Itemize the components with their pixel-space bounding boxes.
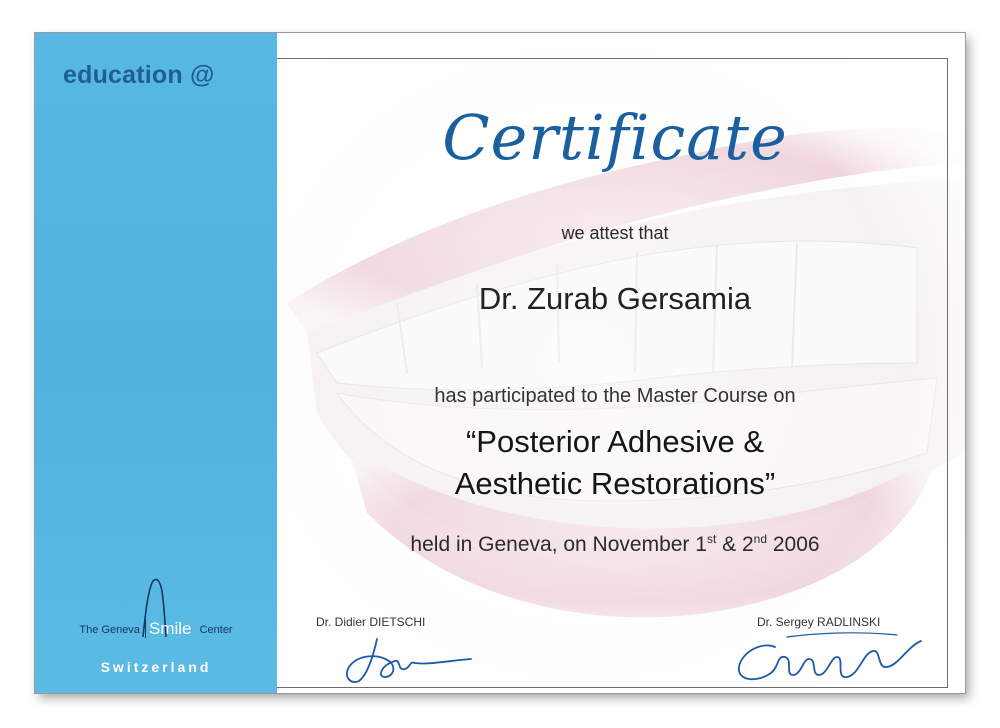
held-sup-1: st xyxy=(706,532,717,546)
sidebar-band xyxy=(35,33,277,693)
certificate xyxy=(34,32,966,694)
held-year: 2006 xyxy=(767,533,820,556)
logo-text xyxy=(35,618,277,638)
logo-country: Switzerland xyxy=(100,659,212,675)
logo-suffix: Center xyxy=(199,624,233,636)
course-title-line-2: Aesthetic Restorations” xyxy=(454,466,776,501)
held-text xyxy=(335,532,895,557)
certificate-title: Certificate xyxy=(442,101,788,174)
attest-text: we attest that xyxy=(561,223,669,243)
logo-prefix: The Geneva xyxy=(79,624,140,636)
signature-left xyxy=(337,631,477,685)
held-sup-2: nd xyxy=(753,532,767,546)
course-title-line-1: “Posterior Adhesive & xyxy=(465,424,765,459)
education-badge: education @ xyxy=(63,61,215,89)
recipient-name: Dr. Zurab Gersamia xyxy=(478,281,752,316)
held-mid: & 2 xyxy=(716,533,754,556)
course-title xyxy=(335,421,895,505)
signer-left-name: Dr. Didier DIETSCHI xyxy=(316,615,426,629)
participation-text: has participated to the Master Course on xyxy=(434,385,796,407)
signature-right xyxy=(727,625,927,687)
held-prefix: held in Geneva, on November 1 xyxy=(410,533,707,556)
logo-smile: Smile xyxy=(145,619,195,638)
signer-right-name: Dr. Sergey RADLINSKI xyxy=(757,615,881,629)
